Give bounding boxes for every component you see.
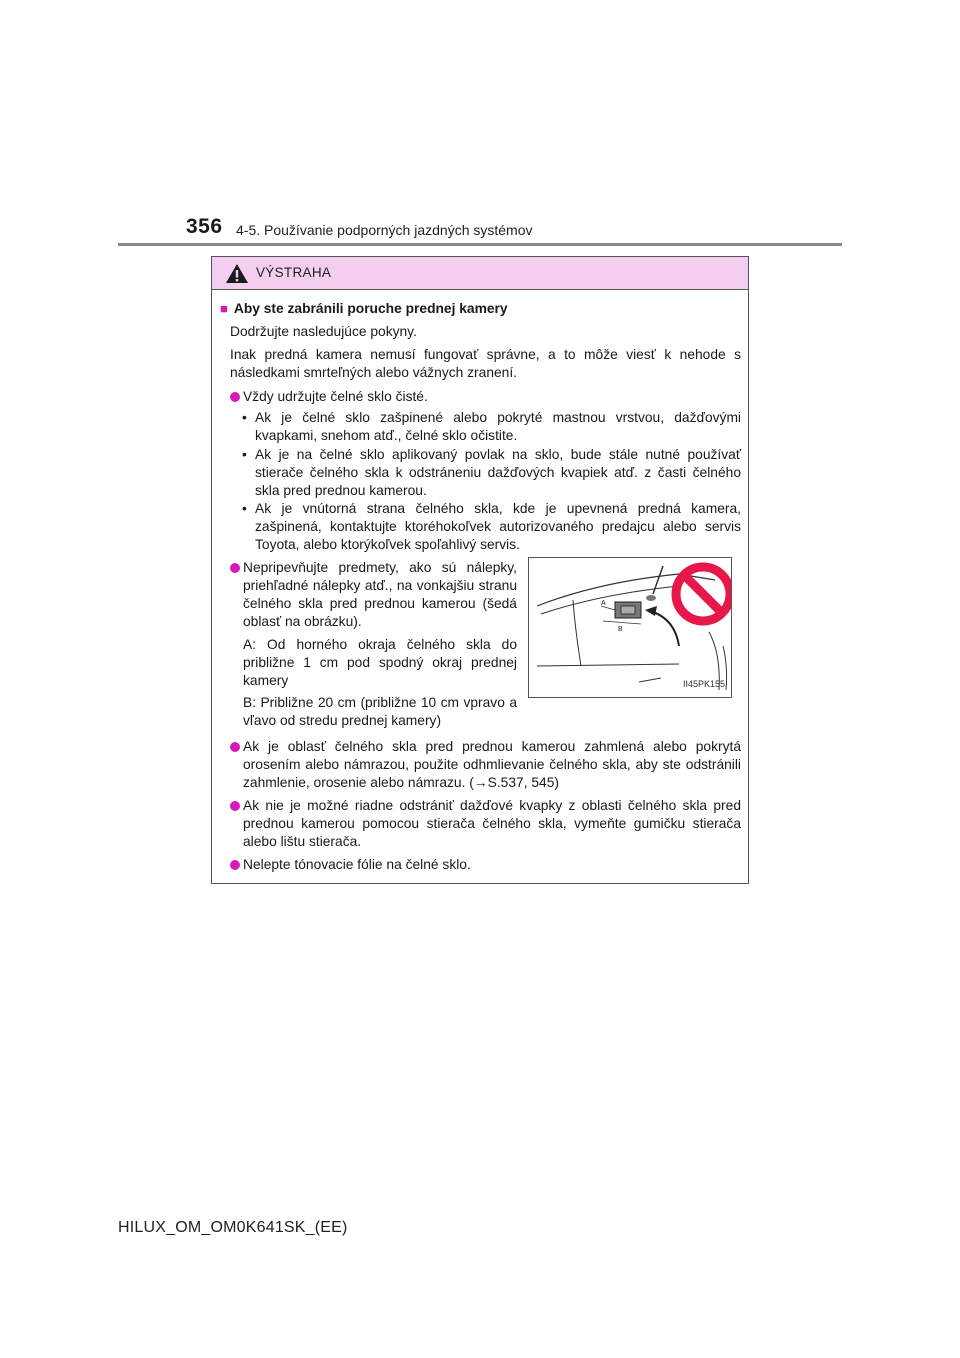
header-rule [118, 243, 842, 246]
bullet-text: Nelepte tónovacie fólie na čelné sklo. [243, 857, 471, 872]
sub-item-text: Ak je čelné sklo zašpinené alebo pokryté mastnou vrstvou, dažďovými kvapkami, snehom atď., čelné sklo očistite. [255, 410, 741, 443]
bullet-text: Vždy udržujte čelné sklo čisté. [243, 389, 428, 404]
sub-item-text: Ak je na čelné sklo aplikovaný povlak na sklo, bude stále nutné používať stierače čelného skla k odstráneniu dažďových kvapiek atď. z časti čelného skla pred prednou kamerou. [255, 447, 741, 498]
bullet-item [230, 856, 741, 874]
bullet-text: Ak je oblasť čelného skla pred prednou kamerou zahmlená alebo pokrytá orosením alebo námrazou, použite odhmlievanie čelného skla, aby ste odstránili zahmlenie, orosenie alebo námrazu. (→S.537, 545) [243, 739, 741, 790]
pointer-arrow [653, 612, 679, 646]
note-a: A: Od horného okraja čelného skla do približne 1 cm pod spodný okraj prednej kamery [243, 637, 517, 688]
windshield-camera-figure [528, 557, 732, 698]
front-camera-shape [615, 602, 641, 618]
bullet-dot-icon [230, 860, 240, 870]
section-title: 4-5. Používanie podporných jazdných systémov [236, 222, 533, 238]
footer-code: HILUX_OM_OM0K641SK_(EE) [118, 1219, 348, 1236]
bullet-dot-icon [230, 742, 240, 752]
warning-heading [220, 300, 508, 318]
bullet-text: Ak nie je možné riadne odstrániť dažďové kvapky z oblasti čelného skla pred prednou kamerou pomocou stierača čelného skla, vymeňte gumičku stierača alebo lištu stierača. [243, 798, 741, 849]
bullet-item [230, 797, 741, 851]
sub-list-item [242, 409, 741, 445]
bullet-dot-icon [230, 801, 240, 811]
warning-heading-text: Aby ste zabránili poruche prednej kamery [233, 301, 508, 316]
warning-box [211, 256, 749, 884]
intro-line-1: Dodržujte nasledujúce pokyny. [230, 324, 417, 339]
warning-header [212, 257, 748, 290]
sub-bullet-mark: • [242, 447, 247, 462]
figure-label-b: B [618, 626, 623, 633]
sub-list-item [242, 446, 741, 500]
bullet-dot-icon [230, 392, 240, 402]
page-number: 356 [186, 215, 223, 238]
warning-triangle-icon [225, 263, 249, 284]
sub-bullet-mark: • [242, 410, 247, 425]
warning-title: VÝSTRAHA [256, 265, 332, 280]
bullet-item [230, 559, 517, 631]
note-b: B: Približne 20 cm (približne 10 cm vpravo a vľavo od stredu prednej kamery) [243, 695, 517, 728]
sub-bullet-mark: • [242, 501, 247, 516]
sub-item-text: Ak je vnútorná strana čelného skla, kde je upevnená predná kamera, zašpinená, kontaktujte ktoréhokoľvek autorizovaného predajcu alebo servis Toyota, alebo ktorýkoľvek spoľahlivý servis. [255, 501, 741, 552]
square-bullet-icon: ■ [220, 301, 228, 316]
bullet-item [230, 388, 741, 406]
bullet-item [230, 738, 741, 792]
figure-code: II45PK155 [682, 679, 725, 689]
figure-label-a: A [601, 600, 606, 607]
intro-line-2: Inak predná kamera nemusí fungovať správne, a to môže viesť k nehode s následkami smrteľných alebo vážnych zranení. [230, 347, 741, 380]
prohibition-icon [676, 567, 730, 621]
sub-list-item [242, 500, 741, 554]
bullet-dot-icon [230, 563, 240, 573]
bullet-text: Nepripevňujte predmety, ako sú nálepky, priehľadné nálepky atď., na vonkajšiu stranu čelného skla pred prednou kamerou (šedá oblasť na obrázku). [243, 560, 517, 629]
